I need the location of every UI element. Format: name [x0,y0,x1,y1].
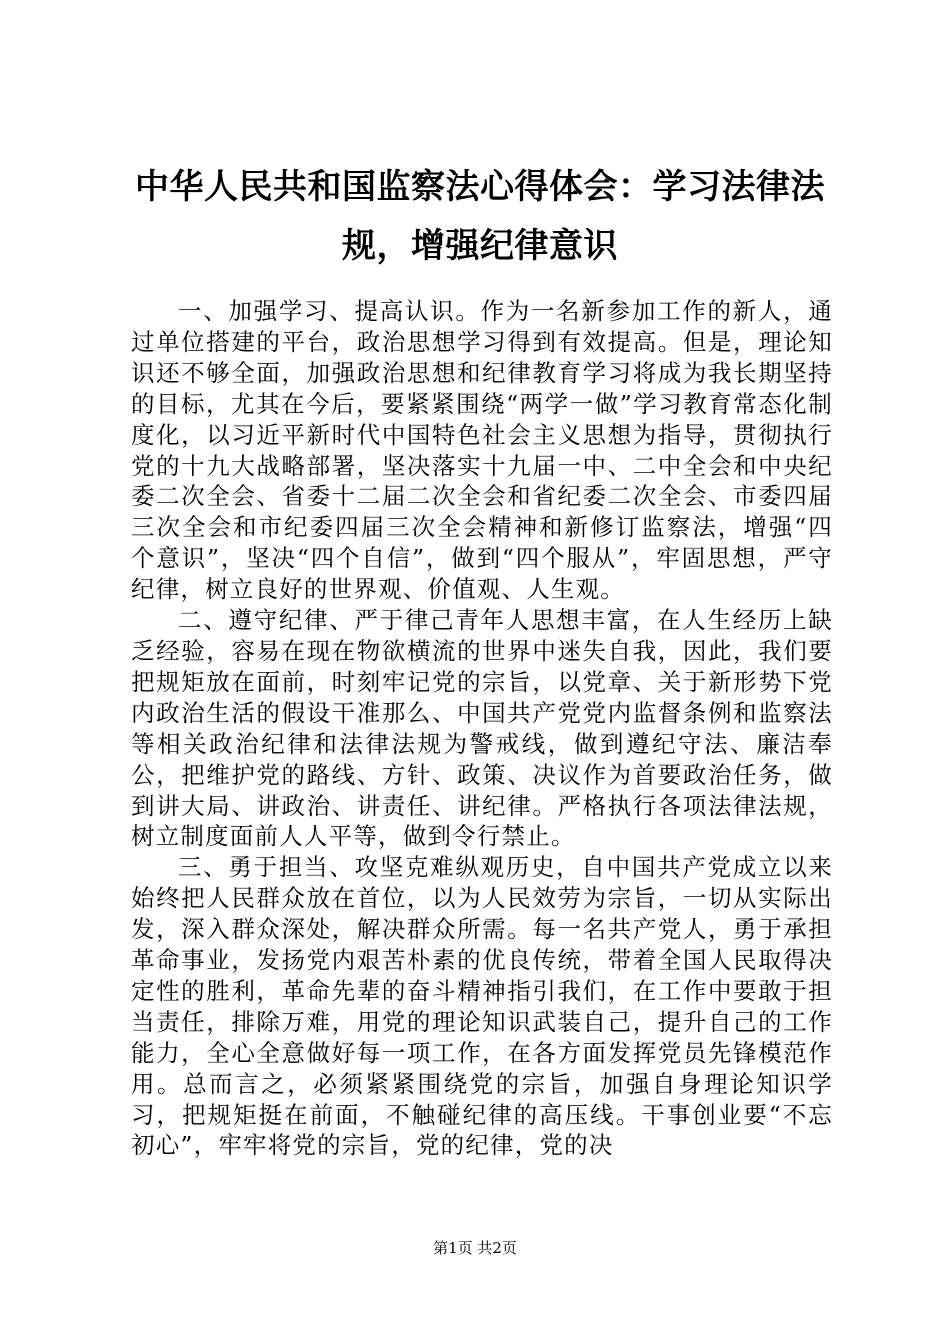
page-footer: 第1页 共2页 [433,1239,517,1257]
document-title: 中华人民共和国监察法心得体会：学习法律法规，增强纪律意识 [135,167,825,266]
paragraph-3: 三、勇于担当、攻坚克难纵观历史，自中国共产党成立以来始终把人民群众放在首位，以为人民效劳为宗旨，一切从实际出发，深入群众深处，解决群众所需。每一名共产党人，勇于承担革命事业，发扬党内艰苦朴素的优良传统，带着全国人民取得决定性的胜利，革命先辈的奋斗精神指引我们，在工作中要敢于担当责任，排除万难，用党的理论知识武装自己，提升自己的工作能力，全心全意做好每一项工作，在各方面发挥党员先锋模范作用。总而言之，必须紧紧围绕党的宗旨，加强自身理论知识学习，把规矩挺在前面，不触碰纪律的高压线。干事创业要“不忘初心”，牢牢将党的宗旨，党的纪律，党的决 [131,853,833,1160]
paragraph-2: 二、遵守纪律、严于律己青年人思想丰富，在人生经历上缺乏经验，容易在现在物欲横流的世界中迷失自我，因此，我们要把规矩放在面前，时刻牢记党的宗旨，以党章、关于新形势下党内政治生活的假设干准那么、中国共产党党内监督条例和监察法等相关政治纪律和法律法规为警戒线，做到遵纪守法、廉洁奉公，把维护党的路线、方针、政策、决议作为首要政治任务，做到讲大局、讲政治、讲责任、讲纪律。严格执行各项法律法规，树立制度面前人人平等，做到令行禁止。 [131,606,833,851]
paragraph-1: 一、加强学习、提高认识。作为一名新参加工作的新人，通过单位搭建的平台，政治思想学习得到有效提高。但是，理论知识还不够全面，加强政治思想和纪律教育学习将成为我长期坚持的目标，尤其在今后，要紧紧围绕“两学一做”学习教育常态化制度化，以习近平新时代中国特色社会主义思想为指导，贯彻执行党的十九大战略部署，坚决落实十九届一中、二中全会和中央纪委二次全会、省委十二届二次全会和省纪委二次全会、市委四届三次全会和市纪委四届三次全会精神和新修订监察法，增强“四个意识”，坚决“四个自信”，做到“四个服从”，牢固思想，严守纪律，树立良好的世界观、价值观、人生观。 [131,297,833,604]
document-body [131,296,833,1161]
